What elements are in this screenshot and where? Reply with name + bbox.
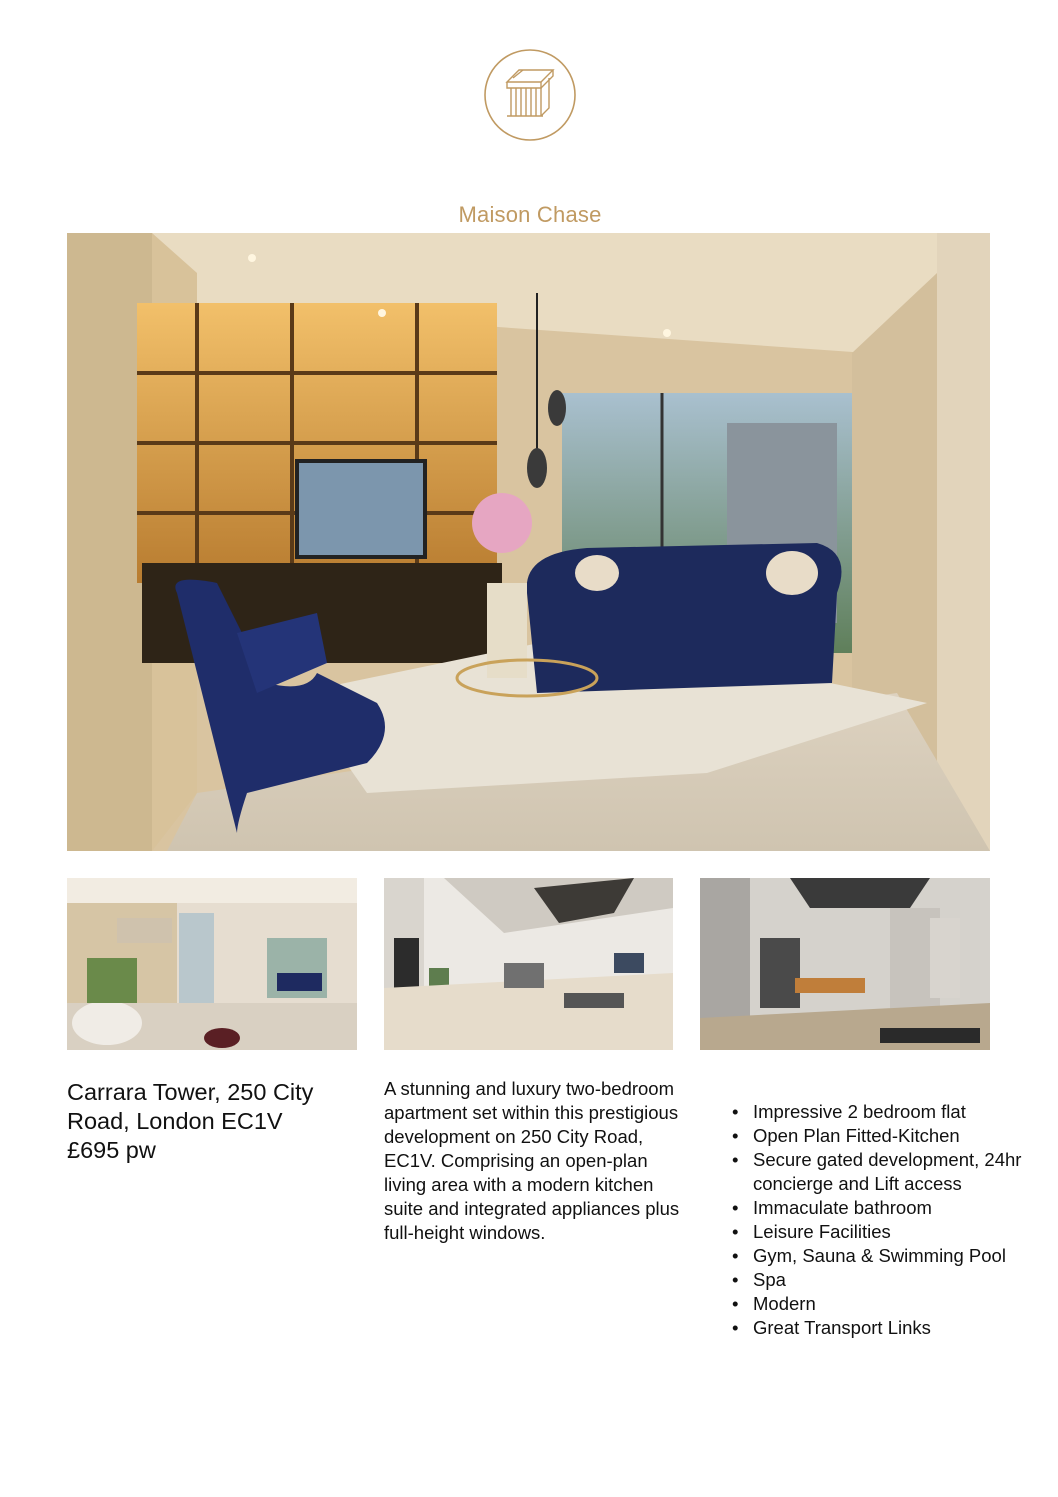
feature-item: • Immaculate bathroom <box>726 1196 1026 1220</box>
thumbnail-reception-photo <box>67 878 357 1050</box>
thumbnail-gym-equipment-photo <box>700 878 990 1050</box>
address-line-1: Carrara Tower, 250 City <box>67 1079 314 1105</box>
features-list <box>726 1100 1026 1340</box>
address-line-2: Road, London EC1V <box>67 1108 283 1134</box>
feature-item: • Modern <box>726 1292 1026 1316</box>
brand-logo <box>452 48 608 227</box>
property-description: A stunning and luxury two-bedroom apartment set within this prestigious development on 250 City Road, EC1V. Comprising an open-plan living area with a modern kitchen suite and integrated appliances plus full-height windows. <box>384 1078 680 1243</box>
brand-name: Maison Chase <box>458 202 602 227</box>
listing-address-block <box>67 1078 367 1165</box>
feature-item: • Great Transport Links <box>726 1316 1026 1340</box>
feature-item: • Leisure Facilities <box>726 1220 1026 1244</box>
feature-item: • Spa <box>726 1268 1026 1292</box>
feature-item: • Secure gated development, 24hr concierge and Lift access <box>726 1148 1026 1196</box>
rent-price: £695 pw <box>67 1137 156 1163</box>
feature-item: • Open Plan Fitted-Kitchen <box>726 1124 1026 1148</box>
building-columns-icon <box>483 48 577 142</box>
feature-item: • Impressive 2 bedroom flat <box>726 1100 1026 1124</box>
feature-item: • Gym, Sauna & Swimming Pool <box>726 1244 1026 1268</box>
thumbnail-gym-hall-photo <box>384 878 673 1050</box>
main-property-photo <box>67 233 990 851</box>
